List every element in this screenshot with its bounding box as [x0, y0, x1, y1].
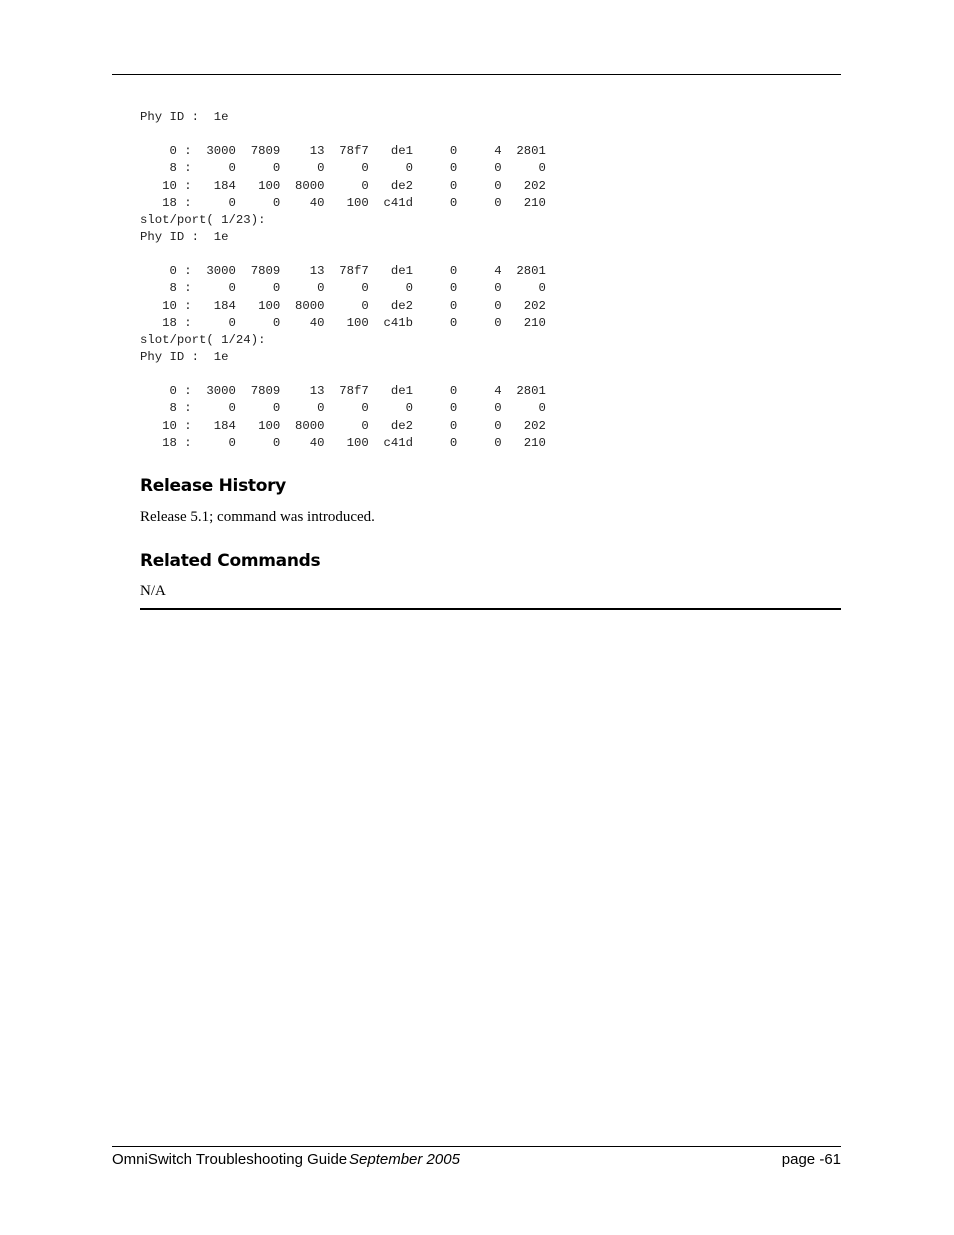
code-line: slot/port( 1/24): — [140, 332, 266, 347]
section-end-rule — [140, 608, 841, 610]
code-line: Phy ID : 1e — [140, 229, 229, 244]
footer-guide-title: OmniSwitch Troubleshooting Guide — [112, 1151, 348, 1168]
code-line: 0 : 3000 7809 13 78f7 de1 0 4 2801 — [140, 264, 546, 279]
code-line: slot/port( 1/23): — [140, 212, 266, 227]
code-line: 18 : 0 0 40 100 c41b 0 0 210 — [140, 315, 546, 330]
code-line: 8 : 0 0 0 0 0 0 0 0 — [140, 281, 546, 296]
code-line — [140, 366, 546, 383]
code-line: 8 : 0 0 0 0 0 0 0 0 — [140, 161, 546, 176]
code-line: 10 : 184 100 8000 0 de2 0 0 202 — [140, 418, 546, 433]
code-line: 0 : 3000 7809 13 78f7 de1 0 4 2801 — [140, 384, 546, 399]
header-rule — [112, 74, 841, 75]
command-output-block — [140, 109, 546, 452]
code-line — [140, 246, 546, 263]
release-history-text: Release 5.1; command was introduced. — [140, 509, 375, 525]
footer-date: September 2005 — [349, 1151, 460, 1168]
code-line: 10 : 184 100 8000 0 de2 0 0 202 — [140, 178, 546, 193]
code-line: Phy ID : 1e — [140, 349, 229, 364]
code-line: 18 : 0 0 40 100 c41d 0 0 210 — [140, 435, 546, 450]
code-line: 10 : 184 100 8000 0 de2 0 0 202 — [140, 298, 546, 313]
code-line: 0 : 3000 7809 13 78f7 de1 0 4 2801 — [140, 144, 546, 159]
code-line: 18 : 0 0 40 100 c41d 0 0 210 — [140, 195, 546, 210]
release-history-heading: Release History — [140, 476, 286, 496]
code-line — [140, 126, 546, 143]
related-commands-heading: Related Commands — [140, 551, 321, 571]
footer-rule — [112, 1146, 841, 1147]
code-line: Phy ID : 1e — [140, 110, 229, 124]
footer-page-number: page -61 — [781, 1151, 841, 1168]
code-line: 8 : 0 0 0 0 0 0 0 0 — [140, 401, 546, 416]
related-commands-text: N/A — [140, 583, 166, 599]
